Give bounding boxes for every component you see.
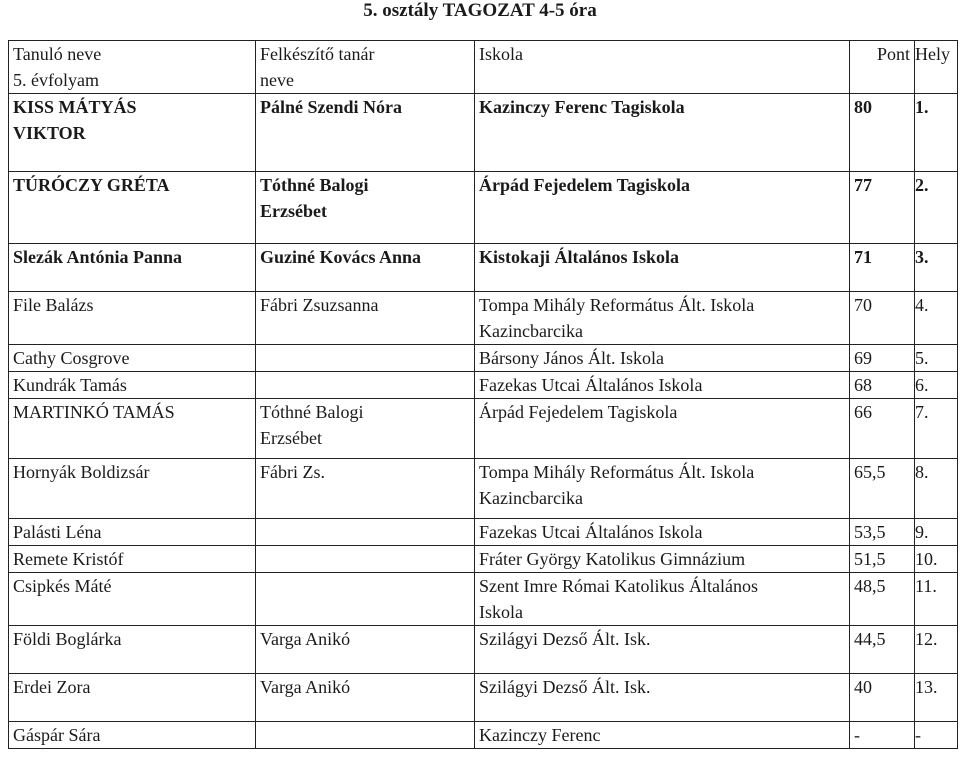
points-cell: 66 bbox=[850, 399, 915, 459]
school-cell bbox=[475, 399, 850, 459]
student-name-cell-line: File Balázs bbox=[13, 295, 94, 315]
table-row bbox=[9, 94, 958, 172]
school-cell bbox=[475, 292, 850, 345]
student-name-cell-line: TÚRÓCZY GRÉTA bbox=[13, 175, 170, 195]
teacher-name-cell bbox=[256, 674, 475, 722]
student-name-cell-line: Gáspár Sára bbox=[13, 725, 101, 745]
table-row bbox=[9, 172, 958, 244]
place-cell: 1. bbox=[915, 94, 958, 172]
school-cell bbox=[475, 546, 850, 573]
teacher-name-cell bbox=[256, 519, 475, 546]
place-cell: 3. bbox=[915, 244, 958, 292]
student-name-cell-line: Csipkés Máté bbox=[13, 576, 112, 596]
school-cell-line: Iskola bbox=[479, 602, 523, 622]
school-cell bbox=[475, 372, 850, 399]
points-cell: 71 bbox=[850, 244, 915, 292]
student-name-cell bbox=[9, 292, 256, 345]
teacher-name-cell bbox=[256, 626, 475, 674]
school-cell bbox=[475, 172, 850, 244]
school-cell-line: Fazekas Utcai Általános Iskola bbox=[479, 375, 703, 395]
place-cell: 5. bbox=[915, 345, 958, 372]
header-row bbox=[9, 41, 958, 94]
teacher-name-cell bbox=[256, 399, 475, 459]
header-points: Pont bbox=[850, 41, 915, 94]
place-cell: 10. bbox=[915, 546, 958, 573]
teacher-name-cell bbox=[256, 172, 475, 244]
place-cell: 8. bbox=[915, 459, 958, 519]
student-name-cell bbox=[9, 172, 256, 244]
header-student bbox=[9, 41, 256, 94]
student-name-cell bbox=[9, 459, 256, 519]
table-row bbox=[9, 345, 958, 372]
header-school: Iskola bbox=[475, 41, 850, 94]
teacher-name-cell-line: Erzsébet bbox=[260, 428, 322, 448]
table-row bbox=[9, 519, 958, 546]
points-cell: 70 bbox=[850, 292, 915, 345]
place-cell: 11. bbox=[915, 573, 958, 626]
teacher-name-cell-line: Pálné Szendi Nóra bbox=[260, 97, 402, 117]
school-cell bbox=[475, 94, 850, 172]
school-cell-line: Árpád Fejedelem Tagiskola bbox=[479, 175, 691, 195]
header-student-line: Tanuló neve bbox=[13, 44, 102, 64]
teacher-name-cell-line: Tóthné Balogi bbox=[260, 175, 369, 195]
school-cell-line: Kazincbarcika bbox=[479, 321, 583, 341]
student-name-cell-line: Kundrák Tamás bbox=[13, 375, 127, 395]
page-title: 5. osztály TAGOZAT 4-5 óra bbox=[363, 0, 597, 21]
teacher-name-cell bbox=[256, 372, 475, 399]
table-row bbox=[9, 546, 958, 573]
points-cell: 68 bbox=[850, 372, 915, 399]
school-cell bbox=[475, 573, 850, 626]
points-cell: 69 bbox=[850, 345, 915, 372]
points-cell: 51,5 bbox=[850, 546, 915, 573]
table-row bbox=[9, 372, 958, 399]
table-row bbox=[9, 722, 958, 749]
place-cell: 12. bbox=[915, 626, 958, 674]
teacher-name-cell bbox=[256, 94, 475, 172]
school-cell-line: Bársony János Ált. Iskola bbox=[479, 348, 664, 368]
school-cell-line: Kazincbarcika bbox=[479, 488, 583, 508]
student-name-cell bbox=[9, 244, 256, 292]
student-name-cell bbox=[9, 674, 256, 722]
teacher-name-cell-line: Erzsébet bbox=[260, 201, 327, 221]
school-cell-line: Kazinczy Ferenc bbox=[479, 725, 601, 745]
place-cell: 2. bbox=[915, 172, 958, 244]
place-cell: 9. bbox=[915, 519, 958, 546]
student-name-cell bbox=[9, 94, 256, 172]
student-name-cell bbox=[9, 573, 256, 626]
student-name-cell-line: Földi Boglárka bbox=[13, 629, 122, 649]
teacher-name-cell bbox=[256, 546, 475, 573]
place-cell: 4. bbox=[915, 292, 958, 345]
student-name-cell-line: Slezák Antónia Panna bbox=[13, 247, 183, 267]
header-teacher bbox=[256, 41, 475, 94]
student-name-cell-line: Remete Kristóf bbox=[13, 549, 124, 569]
school-cell bbox=[475, 626, 850, 674]
teacher-name-cell-line: Fábri Zs. bbox=[260, 462, 325, 482]
points-cell: 80 bbox=[850, 94, 915, 172]
teacher-name-cell-line: Varga Anikó bbox=[260, 629, 351, 649]
table-row bbox=[9, 459, 958, 519]
school-cell-line: Tompa Mihály Református Ált. Iskola bbox=[479, 295, 755, 315]
points-cell: 48,5 bbox=[850, 573, 915, 626]
school-cell-line: Kazinczy Ferenc Tagiskola bbox=[479, 97, 685, 117]
points-cell: - bbox=[850, 722, 915, 749]
student-name-cell bbox=[9, 372, 256, 399]
school-cell-line: Szilágyi Dezső Ált. Isk. bbox=[479, 677, 651, 697]
school-cell-line: Fráter György Katolikus Gimnázium bbox=[479, 549, 746, 569]
table-row bbox=[9, 674, 958, 722]
place-cell: 6. bbox=[915, 372, 958, 399]
teacher-name-cell bbox=[256, 722, 475, 749]
place-cell: 13. bbox=[915, 674, 958, 722]
results-table bbox=[8, 40, 958, 749]
teacher-name-cell bbox=[256, 573, 475, 626]
points-cell: 65,5 bbox=[850, 459, 915, 519]
table-row bbox=[9, 399, 958, 459]
table-row bbox=[9, 573, 958, 626]
school-cell-line: Kistokaji Általános Iskola bbox=[479, 247, 680, 267]
points-cell: 40 bbox=[850, 674, 915, 722]
table-row bbox=[9, 292, 958, 345]
student-name-cell bbox=[9, 399, 256, 459]
school-cell bbox=[475, 674, 850, 722]
header-teacher-line: Felkészítő tanár bbox=[260, 44, 375, 64]
place-cell: - bbox=[915, 722, 958, 749]
student-name-cell-line: Hornyák Boldizsár bbox=[13, 462, 150, 482]
school-cell-line: Szent Imre Római Katolikus Általános bbox=[479, 576, 758, 596]
teacher-name-cell-line: Varga Anikó bbox=[260, 677, 351, 697]
school-cell bbox=[475, 244, 850, 292]
points-cell: 53,5 bbox=[850, 519, 915, 546]
student-name-cell-line: Palásti Léna bbox=[13, 522, 102, 542]
teacher-name-cell bbox=[256, 459, 475, 519]
teacher-name-cell-line: Fábri Zsuzsanna bbox=[260, 295, 379, 315]
student-name-cell bbox=[9, 519, 256, 546]
teacher-name-cell bbox=[256, 292, 475, 345]
teacher-name-cell bbox=[256, 345, 475, 372]
student-name-cell-line: KISS MÁTYÁS bbox=[13, 97, 137, 117]
student-name-cell bbox=[9, 546, 256, 573]
student-name-cell-line: MARTINKÓ TAMÁS bbox=[13, 402, 175, 422]
student-name-cell-line: Erdei Zora bbox=[13, 677, 91, 697]
school-cell bbox=[475, 722, 850, 749]
teacher-name-cell bbox=[256, 244, 475, 292]
points-cell: 44,5 bbox=[850, 626, 915, 674]
student-name-cell-line: Cathy Cosgrove bbox=[13, 348, 130, 368]
table-row bbox=[9, 626, 958, 674]
school-cell bbox=[475, 519, 850, 546]
header-place: Hely bbox=[915, 41, 958, 94]
school-cell bbox=[475, 345, 850, 372]
place-cell: 7. bbox=[915, 399, 958, 459]
school-cell-line: Fazekas Utcai Általános Iskola bbox=[479, 522, 703, 542]
header-teacher-line: neve bbox=[260, 70, 294, 90]
student-name-cell-line: VIKTOR bbox=[13, 123, 86, 143]
school-cell-line: Árpád Fejedelem Tagiskola bbox=[479, 402, 678, 422]
student-name-cell bbox=[9, 345, 256, 372]
student-name-cell bbox=[9, 626, 256, 674]
student-name-cell bbox=[9, 722, 256, 749]
school-cell-line: Szilágyi Dezső Ált. Isk. bbox=[479, 629, 651, 649]
header-student-line: 5. évfolyam bbox=[13, 70, 99, 90]
points-cell: 77 bbox=[850, 172, 915, 244]
school-cell-line: Tompa Mihály Református Ált. Iskola bbox=[479, 462, 755, 482]
table-row bbox=[9, 244, 958, 292]
teacher-name-cell-line: Guziné Kovács Anna bbox=[260, 247, 422, 267]
teacher-name-cell-line: Tóthné Balogi bbox=[260, 402, 364, 422]
school-cell bbox=[475, 459, 850, 519]
